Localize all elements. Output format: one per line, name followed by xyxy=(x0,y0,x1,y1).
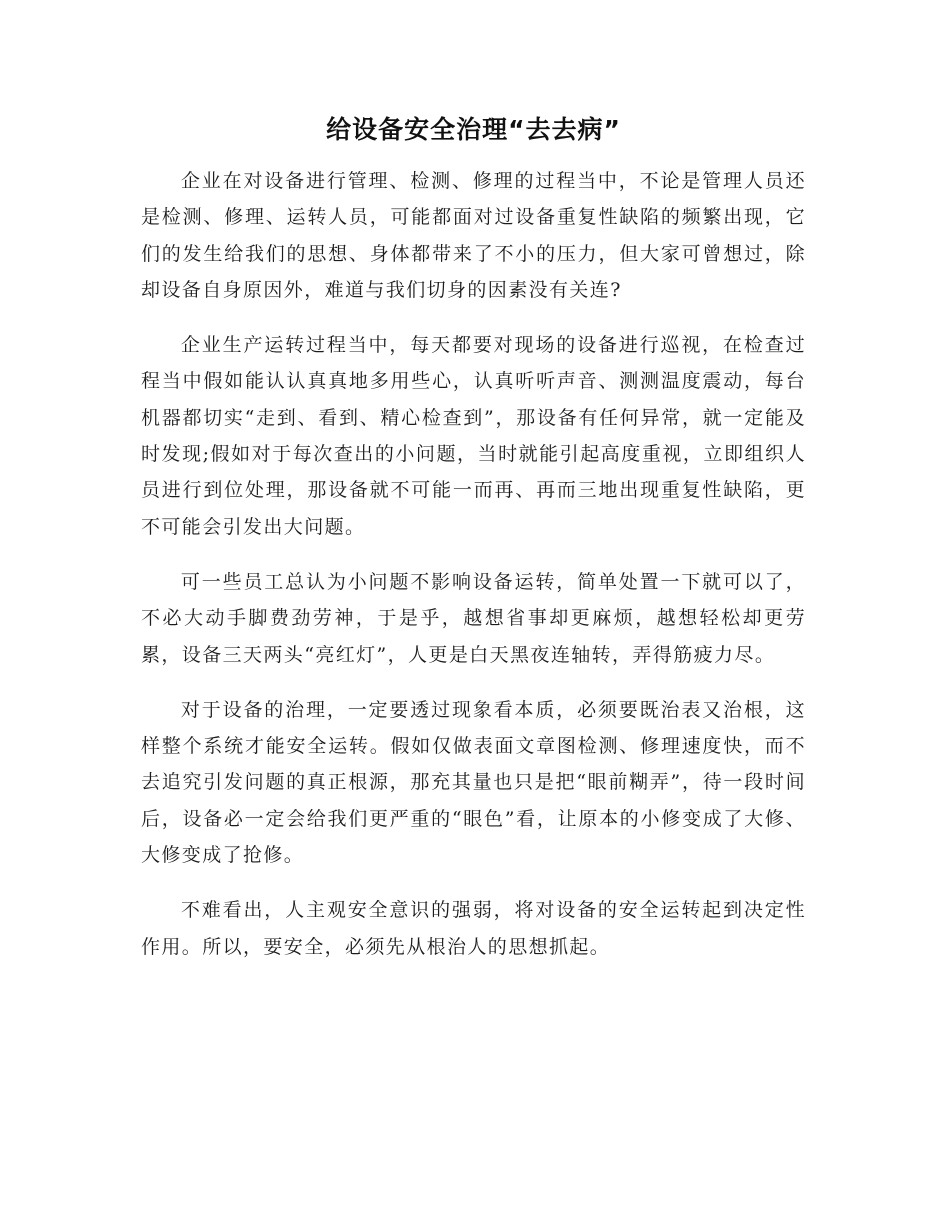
paragraph-2: 企业生产运转过程当中，每天都要对现场的设备进行巡视，在检查过程当中假如能认认真真地多用些心，认真听听声音、测测温度震动，每台机器都切实“走到、看到、精心检查到”，那设备有任何异常，就一定能及时发现;假如对于每次查出的小问题，当时就能引起高度重视，立即组织人员进行到位处理，那设备就不可能一而再、再而三地出现重复性缺陷，更不可能会引发出大问题。 xyxy=(141,334,806,538)
paragraph-3: 可一些员工总认为小问题不影响设备运转，简单处置一下就可以了，不必大动手脚费劲劳神，于是乎，越想省事却更麻烦，越想轻松却更劳累，设备三天两头“亮红灯”，人更是白天黑夜连轴转，弄得筋疲力尽。 xyxy=(141,570,806,666)
document-title: 给设备安全治理“去去病” xyxy=(326,115,621,144)
paragraph-1: 企业在对设备进行管理、检测、修理的过程当中，不论是管理人员还是检测、修理、运转人员，可能都面对过设备重复性缺陷的频繁出现，它们的发生给我们的思想、身体都带来了不小的压力，但大家可曾想过，除却设备自身原因外，难道与我们切身的因素没有关连? xyxy=(141,170,806,301)
paragraph-5: 不难看出，人主观安全意识的强弱，将对设备的安全运转起到决定性作用。所以，要安全，必须先从根治人的思想抓起。 xyxy=(141,899,806,958)
document-body xyxy=(141,110,806,984)
paragraph-4: 对于设备的治理，一定要透过现象看本质，必须要既治表又治根，这样整个系统才能安全运转。假如仅做表面文章图检测、修理速度快，而不去追究引发问题的真正根源，那充其量也只是把“眼前糊弄”，待一段时间后，设备必一定会给我们更严重的“眼色”看，让原本的小修变成了大修、大修变成了抢修。 xyxy=(141,698,806,867)
